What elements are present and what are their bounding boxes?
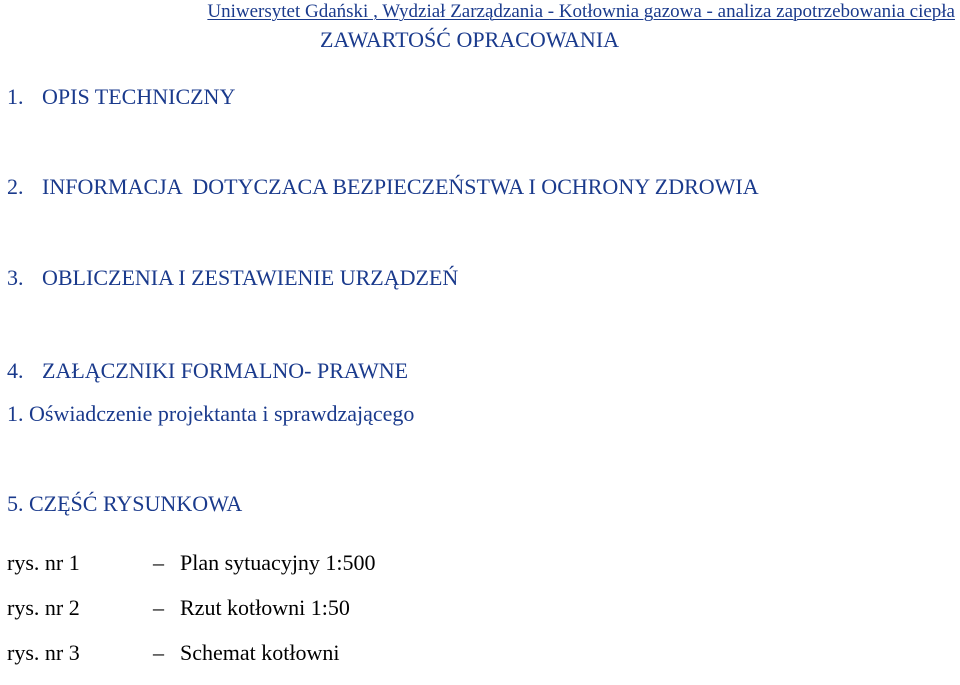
page-header: Uniwersytet Gdański , Wydział Zarządzania - Kotłownia gazowa - analiza zapotrzebowania ciepła — [207, 1, 955, 22]
section-label: OBLICZENIA I ZESTAWIENIE URZĄDZEŃ — [42, 265, 459, 290]
section-label: OPIS TECHNICZNY — [42, 84, 236, 109]
section-number: 4. — [7, 358, 24, 383]
drawing-dash: – — [153, 595, 164, 620]
section-number: 3. — [7, 265, 24, 290]
drawing-row — [7, 640, 907, 685]
attachment-item: 1. Oświadczenie projektanta i sprawdzającego — [7, 401, 415, 426]
section-4 — [7, 358, 408, 384]
section-label: ZAŁĄCZNIKI FORMALNO- PRAWNE — [42, 358, 409, 383]
drawing-name: Rzut kotłowni 1:50 — [180, 595, 350, 620]
section-1 — [7, 84, 235, 110]
section-5 — [7, 491, 242, 517]
section-label: INFORMACJA DOTYCZACA BEZPIECZEŃSTWA I OCHRONY ZDROWIA — [42, 174, 759, 199]
drawing-dash: – — [153, 640, 164, 665]
section-number: 1. — [7, 84, 24, 109]
document-title: ZAWARTOŚĆ OPRACOWANIA — [320, 27, 620, 52]
drawing-row — [7, 595, 907, 640]
section-2 — [7, 174, 759, 200]
drawing-id: rys. nr 2 — [7, 595, 80, 620]
section-label: CZĘŚĆ RYSUNKOWA — [29, 491, 243, 516]
drawings-list — [7, 550, 907, 685]
drawing-row — [7, 550, 907, 595]
section-3 — [7, 265, 458, 291]
drawing-name: Plan sytuacyjny 1:500 — [180, 550, 376, 575]
drawing-id: rys. nr 3 — [7, 640, 80, 665]
drawing-name: Schemat kotłowni — [180, 640, 340, 665]
section-number: 5. — [7, 491, 24, 516]
section-number: 2. — [7, 174, 24, 199]
drawing-id: rys. nr 1 — [7, 550, 80, 575]
drawing-dash: – — [153, 550, 164, 575]
